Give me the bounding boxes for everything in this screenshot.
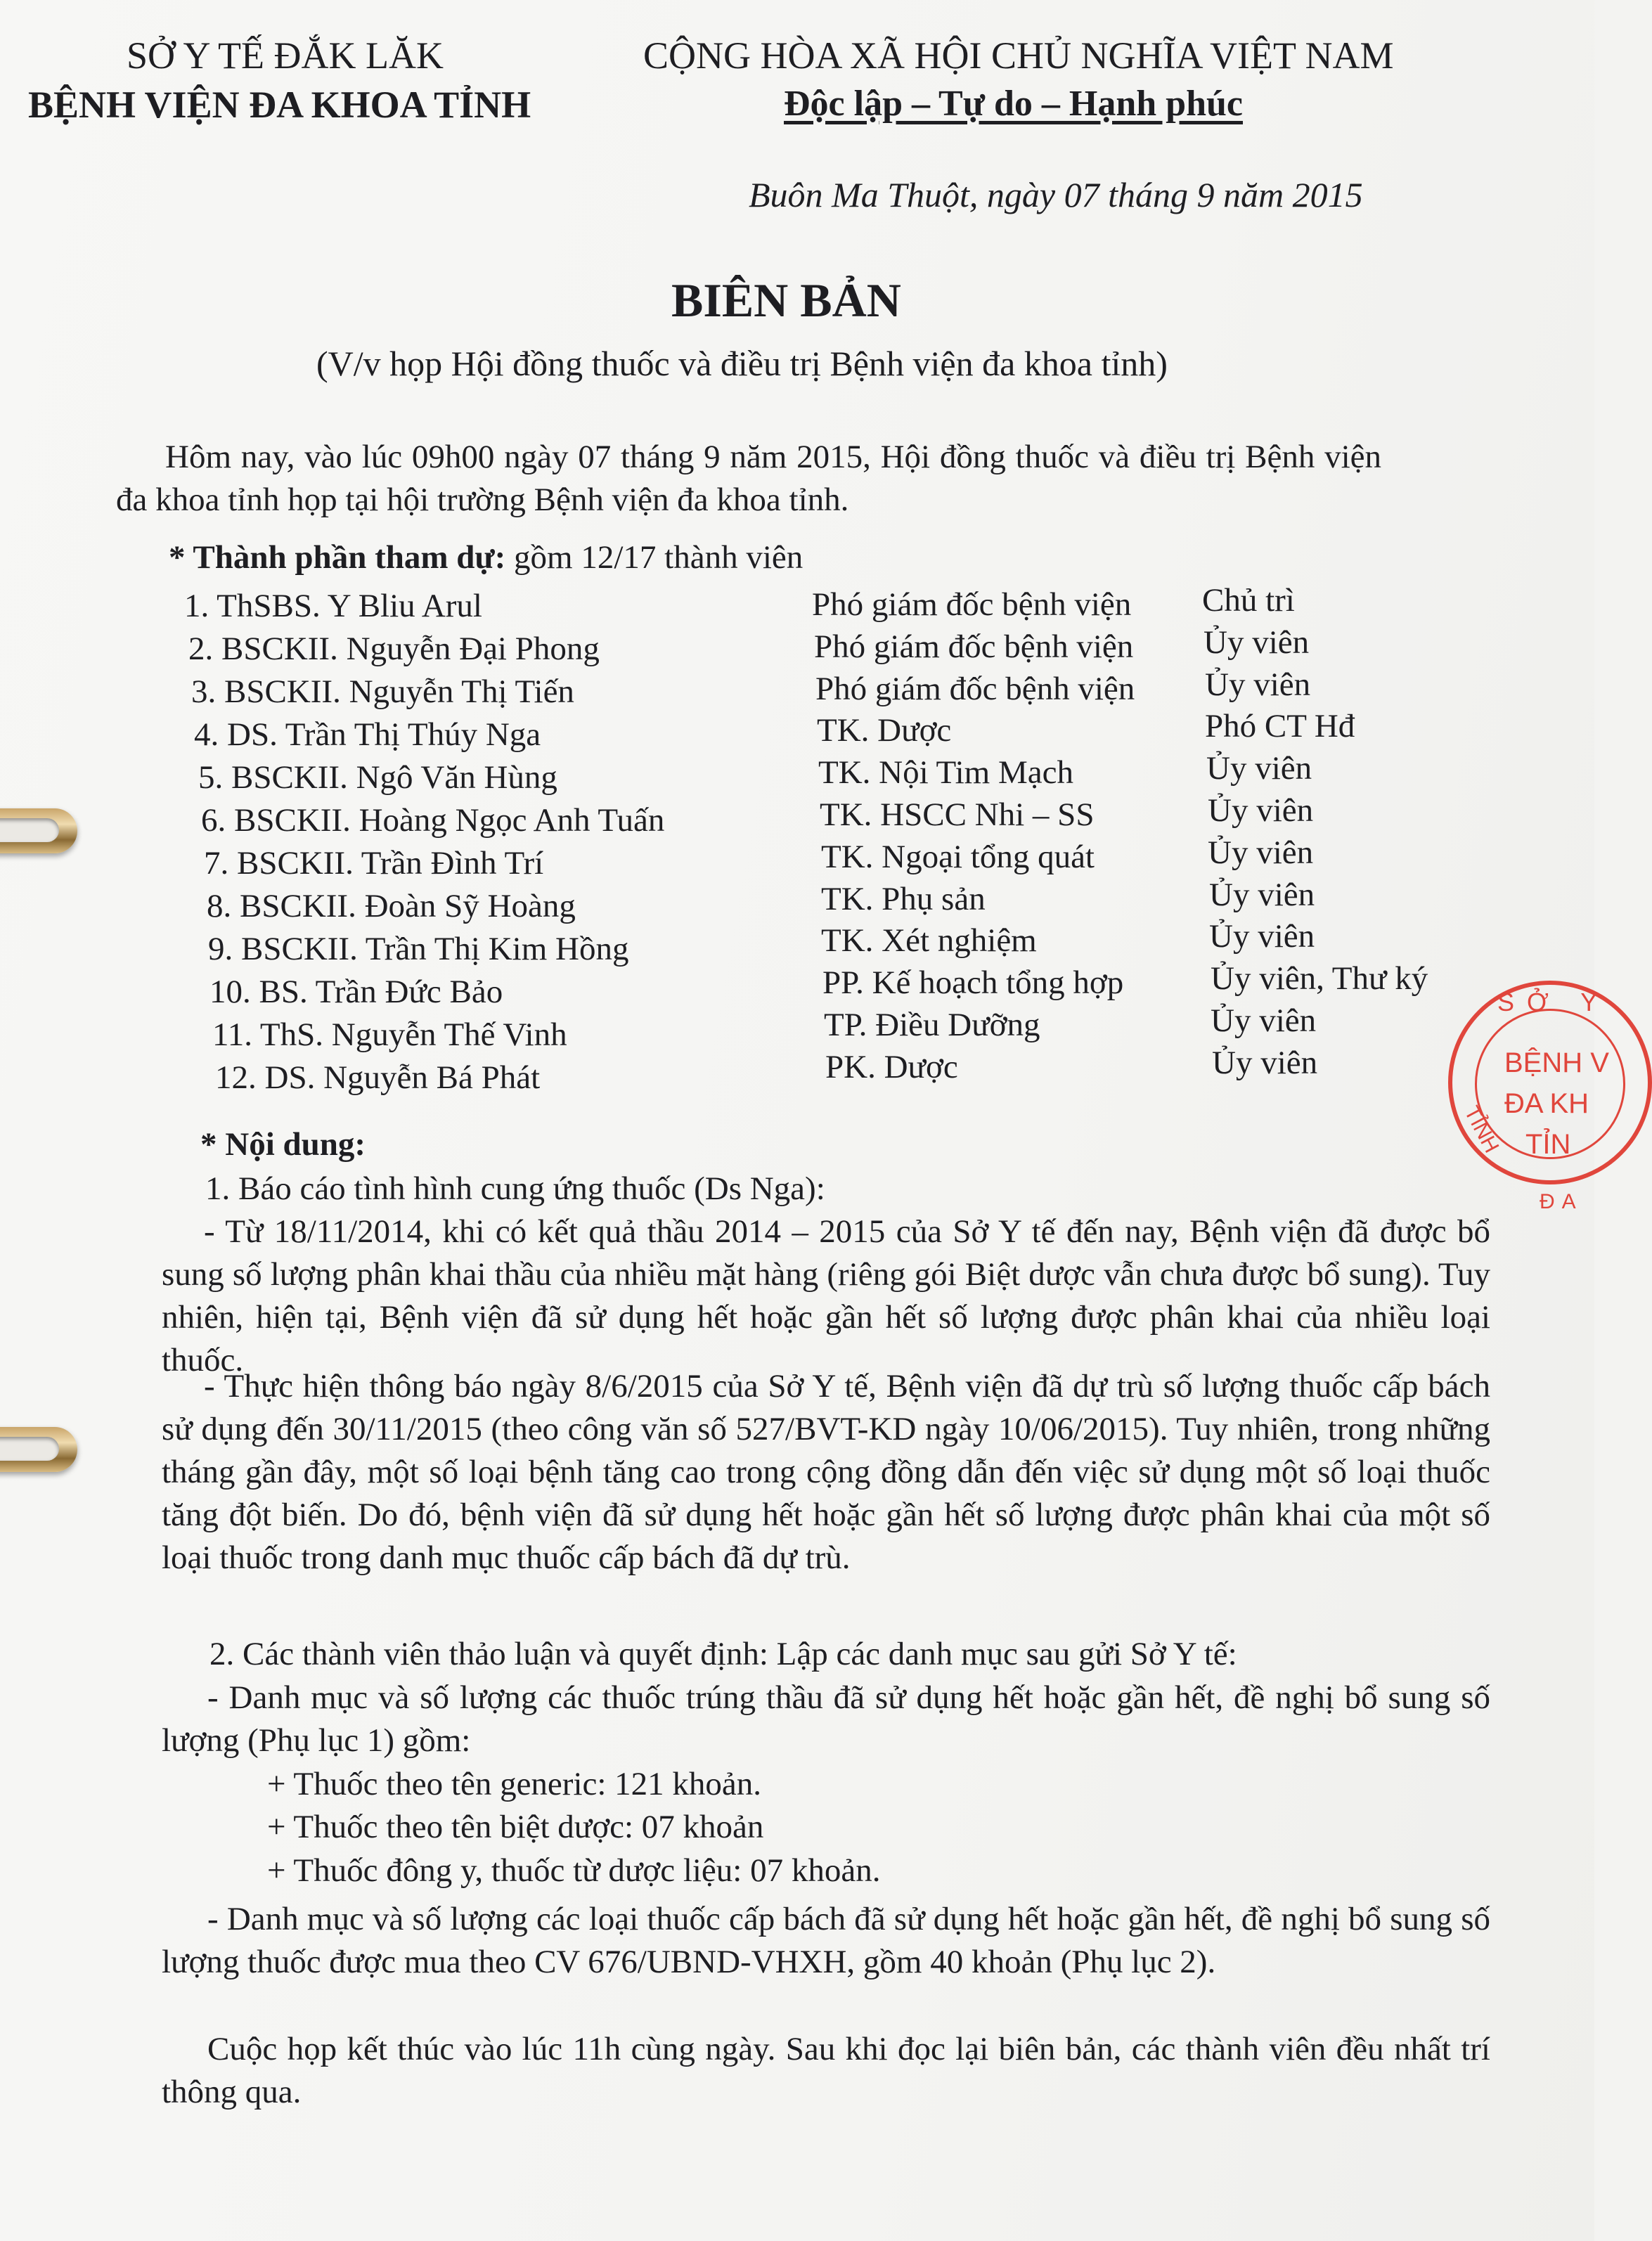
seal-text: ĐA KH: [1504, 1088, 1589, 1119]
attendee-position: Phó giám đốc bệnh viện: [812, 586, 1132, 623]
attendee-role: Ủy viên: [1206, 750, 1312, 787]
binder-ring: [0, 1427, 77, 1472]
bullet-item: + Thuốc theo tên biệt dược: 07 khoản: [267, 1809, 764, 1845]
org-name: BỆNH VIỆN ĐA KHOA TỈNH: [28, 84, 531, 126]
attendee-role: Phó CT Hđ: [1205, 708, 1355, 745]
content-paragraph-4: - Danh mục và số lượng các loại thuốc cấp bách đã sử dụng hết hoặc gần hết, đề nghị bổ sung số lượng thuốc được mua theo CV 676/UBND-VHXH, gồm 40 khoản (Phụ lục 2).: [162, 1901, 1490, 1980]
attendee-position: TK. HSCC Nhi – SS: [820, 796, 1095, 833]
nation-title: CỘNG HÒA XÃ HỘI CHỦ NGHĨA VIỆT NAM: [643, 34, 1394, 77]
attendee-position: TK. Ngoại tổng quát: [821, 838, 1095, 875]
seal-text: SỞ Y: [1497, 988, 1611, 1016]
attendee-name: 1. ThSBS. Y Bliu Arul: [184, 588, 482, 624]
bullet-item: + Thuốc theo tên generic: 121 khoản.: [267, 1766, 762, 1802]
seal-text: TỈNH: [1459, 1102, 1504, 1157]
attendee-role: Ủy viên: [1209, 918, 1315, 955]
binder-ring: [0, 808, 77, 853]
document-title: BIÊN BẢN: [671, 273, 901, 327]
attendee-position: Phó giám đốc bệnh viện: [815, 670, 1135, 707]
attendee-name: 4. DS. Trần Thị Thúy Nga: [194, 716, 541, 753]
attendee-role: Chủ trì: [1202, 582, 1295, 619]
attendee-name: 7. BSCKII. Trần Đình Trí: [204, 845, 544, 881]
attendee-position: Phó giám đốc bệnh viện: [814, 628, 1134, 665]
content-paragraph-1: - Từ 18/11/2014, khi có kết quả thầu 2014 – 2015 của Sở Y tế đến nay, Bệnh viện đã được bổ sung số lượng phân khai thầu của nhiều mặt hàng (riêng gói Biệt dược vẫn chưa được bổ sung). Tuy nhiên, hiện tại, Bệnh viện đã sử dụng hết hoặc gần hết số lượng được phân khai của nhiều loại thuốc.: [162, 1213, 1490, 1378]
org-parent: SỞ Y TẾ ĐẮK LĂK: [127, 34, 444, 77]
motto: Độc lập – Tự do – Hạnh phúc: [784, 84, 1243, 124]
content-item-2: 2. Các thành viên thảo luận và quyết định: Lập các danh mục sau gửi Sở Y tế:: [209, 1636, 1237, 1672]
attendee-name: 5. BSCKII. Ngô Văn Hùng: [198, 759, 557, 796]
attendee-name: 2. BSCKII. Nguyễn Đại Phong: [188, 631, 600, 667]
attendee-role: Ủy viên: [1208, 834, 1314, 871]
attendance-count: gồm 12/17 thành viên: [514, 539, 804, 576]
attendance-line: [169, 536, 803, 579]
bullet-item: + Thuốc đông y, thuốc từ dược liệu: 07 khoản.: [267, 1852, 881, 1889]
attendee-position: TK. Nội Tim Mạch: [818, 754, 1073, 792]
attendee-role: Ủy viên: [1212, 1044, 1318, 1081]
document-subtitle: (V/v họp Hội đồng thuốc và điều trị Bệnh viện đa khoa tỉnh): [316, 344, 1168, 383]
place-date: Buôn Ma Thuột, ngày 07 tháng 9 năm 2015: [749, 175, 1363, 214]
attendee-position: PK. Dược: [825, 1048, 958, 1085]
attendee-name: 10. BS. Trần Đức Bảo: [209, 974, 503, 1010]
attendee-position: TK. Phụ sản: [821, 880, 986, 917]
content-paragraph-3: - Danh mục và số lượng các thuốc trúng thầu đã sử dụng hết hoặc gần hết, đề nghị bổ sung số lượng (Phụ lục 1) gồm:: [162, 1679, 1490, 1759]
attendee-position: TK. Dược: [817, 712, 952, 749]
intro-paragraph: Hôm nay, vào lúc 09h00 ngày 07 tháng 9 năm 2015, Hội đồng thuốc và điều trị Bệnh viện đa khoa tỉnh họp tại hội trường Bệnh viện đa khoa tỉnh.: [116, 439, 1381, 518]
attendee-role: Ủy viên: [1205, 666, 1311, 703]
seal-text: TỈN: [1525, 1129, 1571, 1160]
attendee-name: 8. BSCKII. Đoàn Sỹ Hoàng: [207, 888, 576, 924]
seal-text: BỆNH V: [1504, 1047, 1609, 1078]
attendee-role: Ủy viên: [1211, 1002, 1317, 1039]
content-item-1: 1. Báo cáo tình hình cung ứng thuốc (Ds Nga):: [205, 1170, 825, 1207]
seal-text: ĐA: [1540, 1190, 1583, 1213]
attendance-heading: * Thành phần tham dự:: [169, 539, 506, 576]
attendee-position: TK. Xét nghiệm: [821, 922, 1037, 960]
content-paragraph-2: - Thực hiện thông báo ngày 8/6/2015 của Sở Y tế, Bệnh viện đã dự trù số lượng thuốc cấp bách sử dụng đến 30/11/2015 (theo công văn số 527/BVT-KD ngày 10/06/2015). Tuy nhiên, trong những tháng gần đây, một số loại bệnh tăng cao trong cộng đồng dẫn đến việc sử dụng một số loại thuốc tăng đột biến. Do đó, bệnh viện đã sử dụng hết hoặc gần hết số lượng được phân khai của một số loại thuốc trong danh mục thuốc cấp bách đã dự trù.: [162, 1368, 1490, 1576]
attendee-name: 9. BSCKII. Trần Thị Kim Hồng: [208, 931, 629, 967]
attendee-position: PP. Kế hoạch tổng hợp: [822, 964, 1124, 1002]
closing-paragraph: Cuộc họp kết thúc vào lúc 11h cùng ngày. Sau khi đọc lại biên bản, các thành viên đều nhất trí thông qua.: [162, 2031, 1490, 2110]
attendee-position: TP. Điều Dưỡng: [824, 1007, 1040, 1043]
attendee-name: 6. BSCKII. Hoàng Ngọc Anh Tuấn: [201, 802, 665, 839]
attendee-role: Ủy viên: [1208, 792, 1314, 829]
attendee-name: 12. DS. Nguyễn Bá Phát: [215, 1059, 541, 1096]
attendee-role: Ủy viên, Thư ký: [1211, 960, 1428, 997]
attendee-name: 3. BSCKII. Nguyễn Thị Tiến: [191, 673, 574, 710]
attendee-role: Ủy viên: [1203, 624, 1310, 661]
attendee-name: 11. ThS. Nguyễn Thế Vinh: [212, 1016, 567, 1053]
attendee-role: Ủy viên: [1209, 876, 1315, 913]
content-heading: * Nội dung:: [200, 1126, 366, 1163]
